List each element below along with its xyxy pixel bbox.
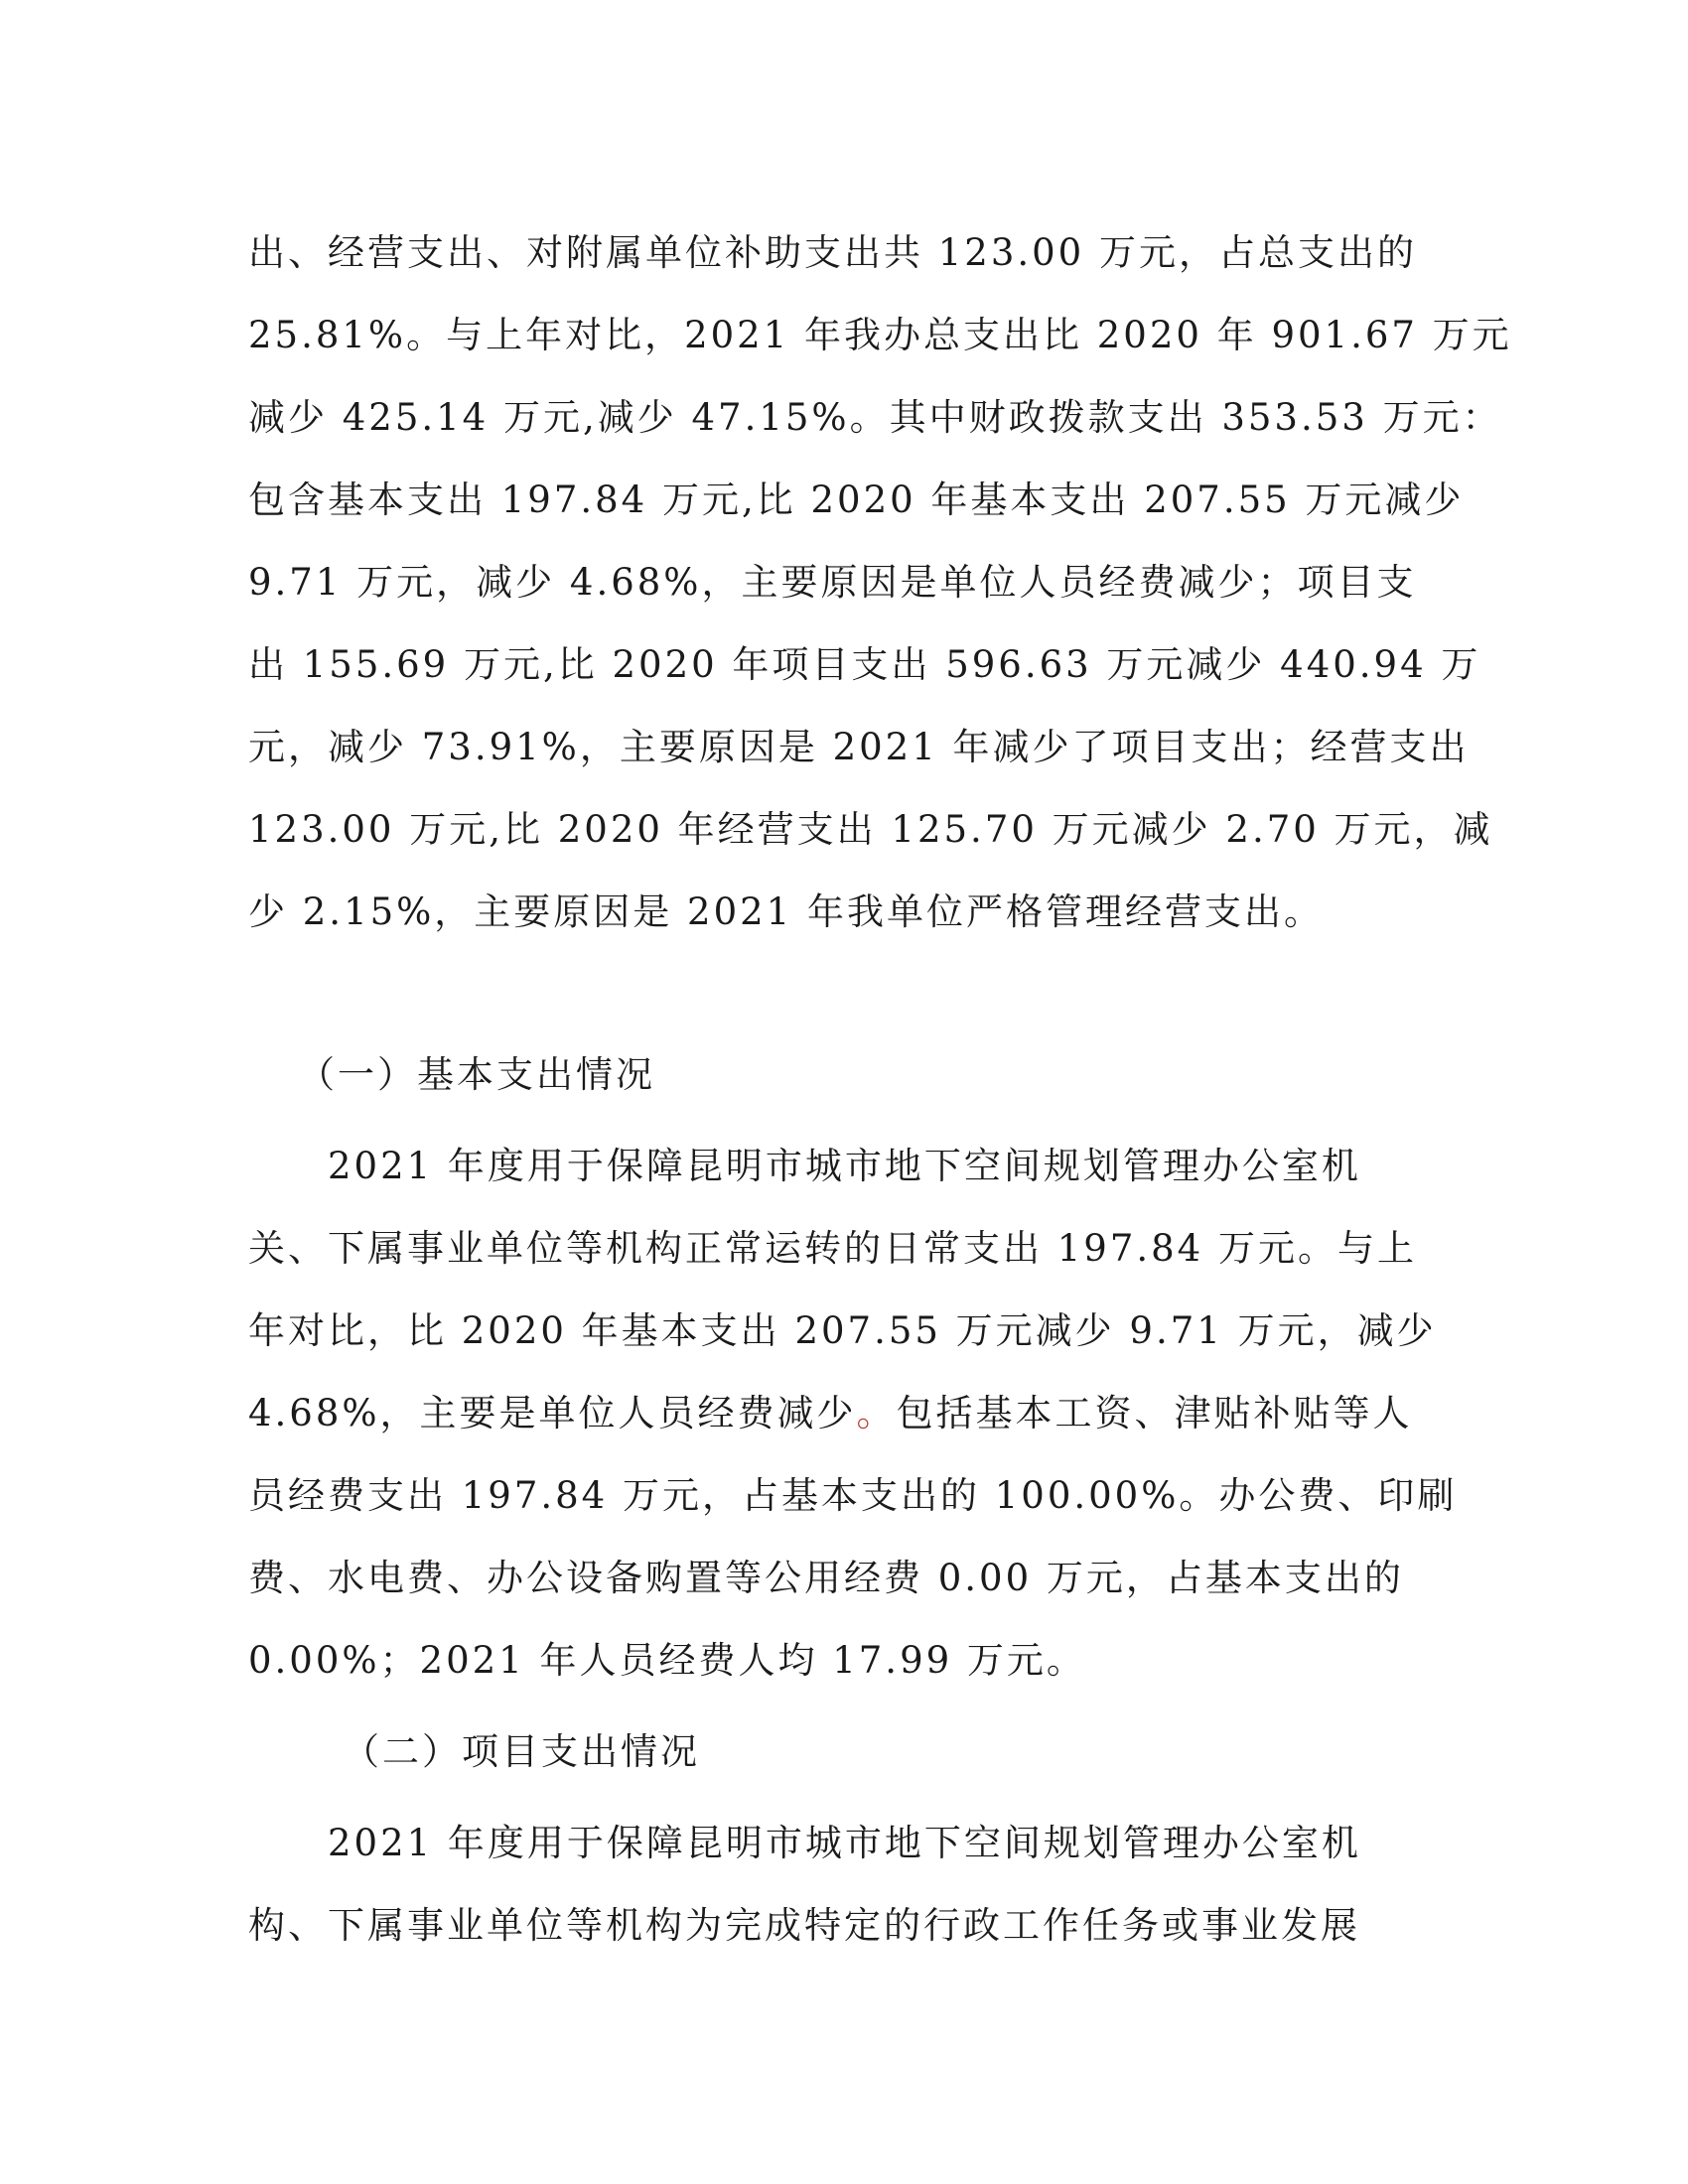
para1-line-5: 9.71 万元，减少 4.68%，主要原因是单位人员经费减少；项目支 — [248, 561, 1417, 604]
para2-line-4 — [248, 1389, 1440, 1438]
para3-line-2: 构、下属事业单位等机构为完成特定的行政工作任务或事业发展 — [248, 1904, 1360, 1947]
section-heading-project-expenditure: （二）项目支出情况 — [343, 1730, 700, 1773]
section-heading-basic-expenditure: （一）基本支出情况 — [298, 1053, 655, 1096]
para2-line-4-part-b: 包括基本工资、津贴补贴等人 — [896, 1392, 1413, 1434]
para2-line-7: 0.00%；2021 年人员经费人均 17.99 万元。 — [248, 1639, 1086, 1682]
para2-line-6: 费、水电费、办公设备购置等公用经费 0.00 万元，占基本支出的 — [248, 1557, 1404, 1599]
para2-line-3: 年对比，比 2020 年基本支出 207.55 万元减少 9.71 万元，减少 — [248, 1309, 1437, 1352]
para1-line-2: 25.81%。与上年对比，2021 年我办总支出比 2020 年 901.67 万元 — [248, 314, 1512, 356]
para1-line-4: 包含基本支出 197.84 万元,比 2020 年基本支出 207.55 万元减少 — [248, 478, 1465, 521]
para2-line-2: 关、下属事业单位等机构正常运转的日常支出 197.84 万元。与上 — [248, 1227, 1417, 1270]
para1-line-7: 元，减少 73.91%，主要原因是 2021 年减少了项目支出；经营支出 — [248, 726, 1470, 768]
para1-line-1: 出、经营支出、对附属单位补助支出共 123.00 万元，占总支出的 — [248, 231, 1417, 274]
para1-line-8: 123.00 万元,比 2020 年经营支出 125.70 万元减少 2.70 万元，减 — [248, 808, 1493, 851]
para1-line-6: 出 155.69 万元,比 2020 年项目支出 596.63 万元减少 440.94 万 — [248, 643, 1481, 686]
para2-line-1: 2021 年度用于保障昆明市城市地下空间规划管理办公室机 — [328, 1145, 1361, 1187]
para3-line-1: 2021 年度用于保障昆明市城市地下空间规划管理办公室机 — [328, 1822, 1361, 1864]
para2-line-4-red-mark: 。 — [856, 1392, 897, 1434]
para2-line-4-part-a: 4.68%，主要是单位人员经费减少 — [248, 1392, 857, 1434]
para1-line-3: 减少 425.14 万元,减少 47.15%。其中财政拨款支出 353.53 万元： — [248, 396, 1502, 439]
para1-line-9: 少 2.15%，主要原因是 2021 年我单位严格管理经营支出。 — [248, 890, 1324, 933]
para2-line-5: 员经费支出 197.84 万元，占基本支出的 100.00%。办公费、印刷 — [248, 1474, 1458, 1517]
